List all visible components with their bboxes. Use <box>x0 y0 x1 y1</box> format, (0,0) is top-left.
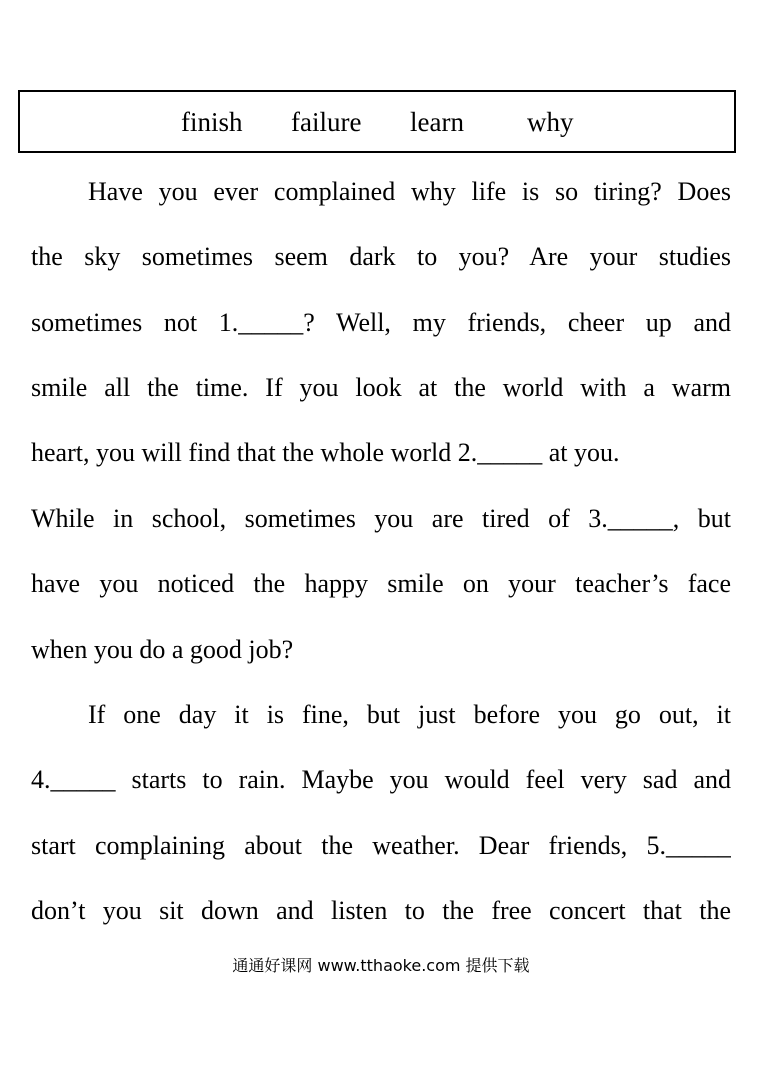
passage-line: If one day it is fine, but just before you go out, it <box>88 700 731 729</box>
passage-line: smile all the time. If you look at the world with a warm <box>31 373 731 402</box>
passage-line: 4._____ starts to rain. Maybe you would feel very sad and <box>31 765 731 794</box>
passage-line: heart, you will find that the whole world 2._____ at you. <box>31 438 620 467</box>
footer-source-note: 通通好课网 www.tthaoke.com 提供下载 <box>232 956 530 975</box>
word-bank-item: why <box>527 107 574 137</box>
word-bank-item: learn <box>410 107 464 137</box>
passage-line: the sky sometimes seem dark to you? Are your studies <box>31 242 731 271</box>
word-bank-item: finish <box>181 107 243 137</box>
word-bank-box <box>18 90 736 153</box>
passage-line: start complaining about the weather. Dear friends, 5._____ <box>31 831 731 860</box>
passage-line: don’t you sit down and listen to the free concert that the <box>31 896 731 925</box>
passage-line: While in school, sometimes you are tired of 3._____, but <box>31 504 731 533</box>
word-bank-item: failure <box>291 107 362 137</box>
passage-line: have you noticed the happy smile on your teacher’s face <box>31 569 731 598</box>
passage-line: sometimes not 1._____? Well, my friends, cheer up and <box>31 308 731 337</box>
passage-line: Have you ever complained why life is so tiring? Does <box>88 177 731 206</box>
passage-line: when you do a good job? <box>31 635 294 664</box>
